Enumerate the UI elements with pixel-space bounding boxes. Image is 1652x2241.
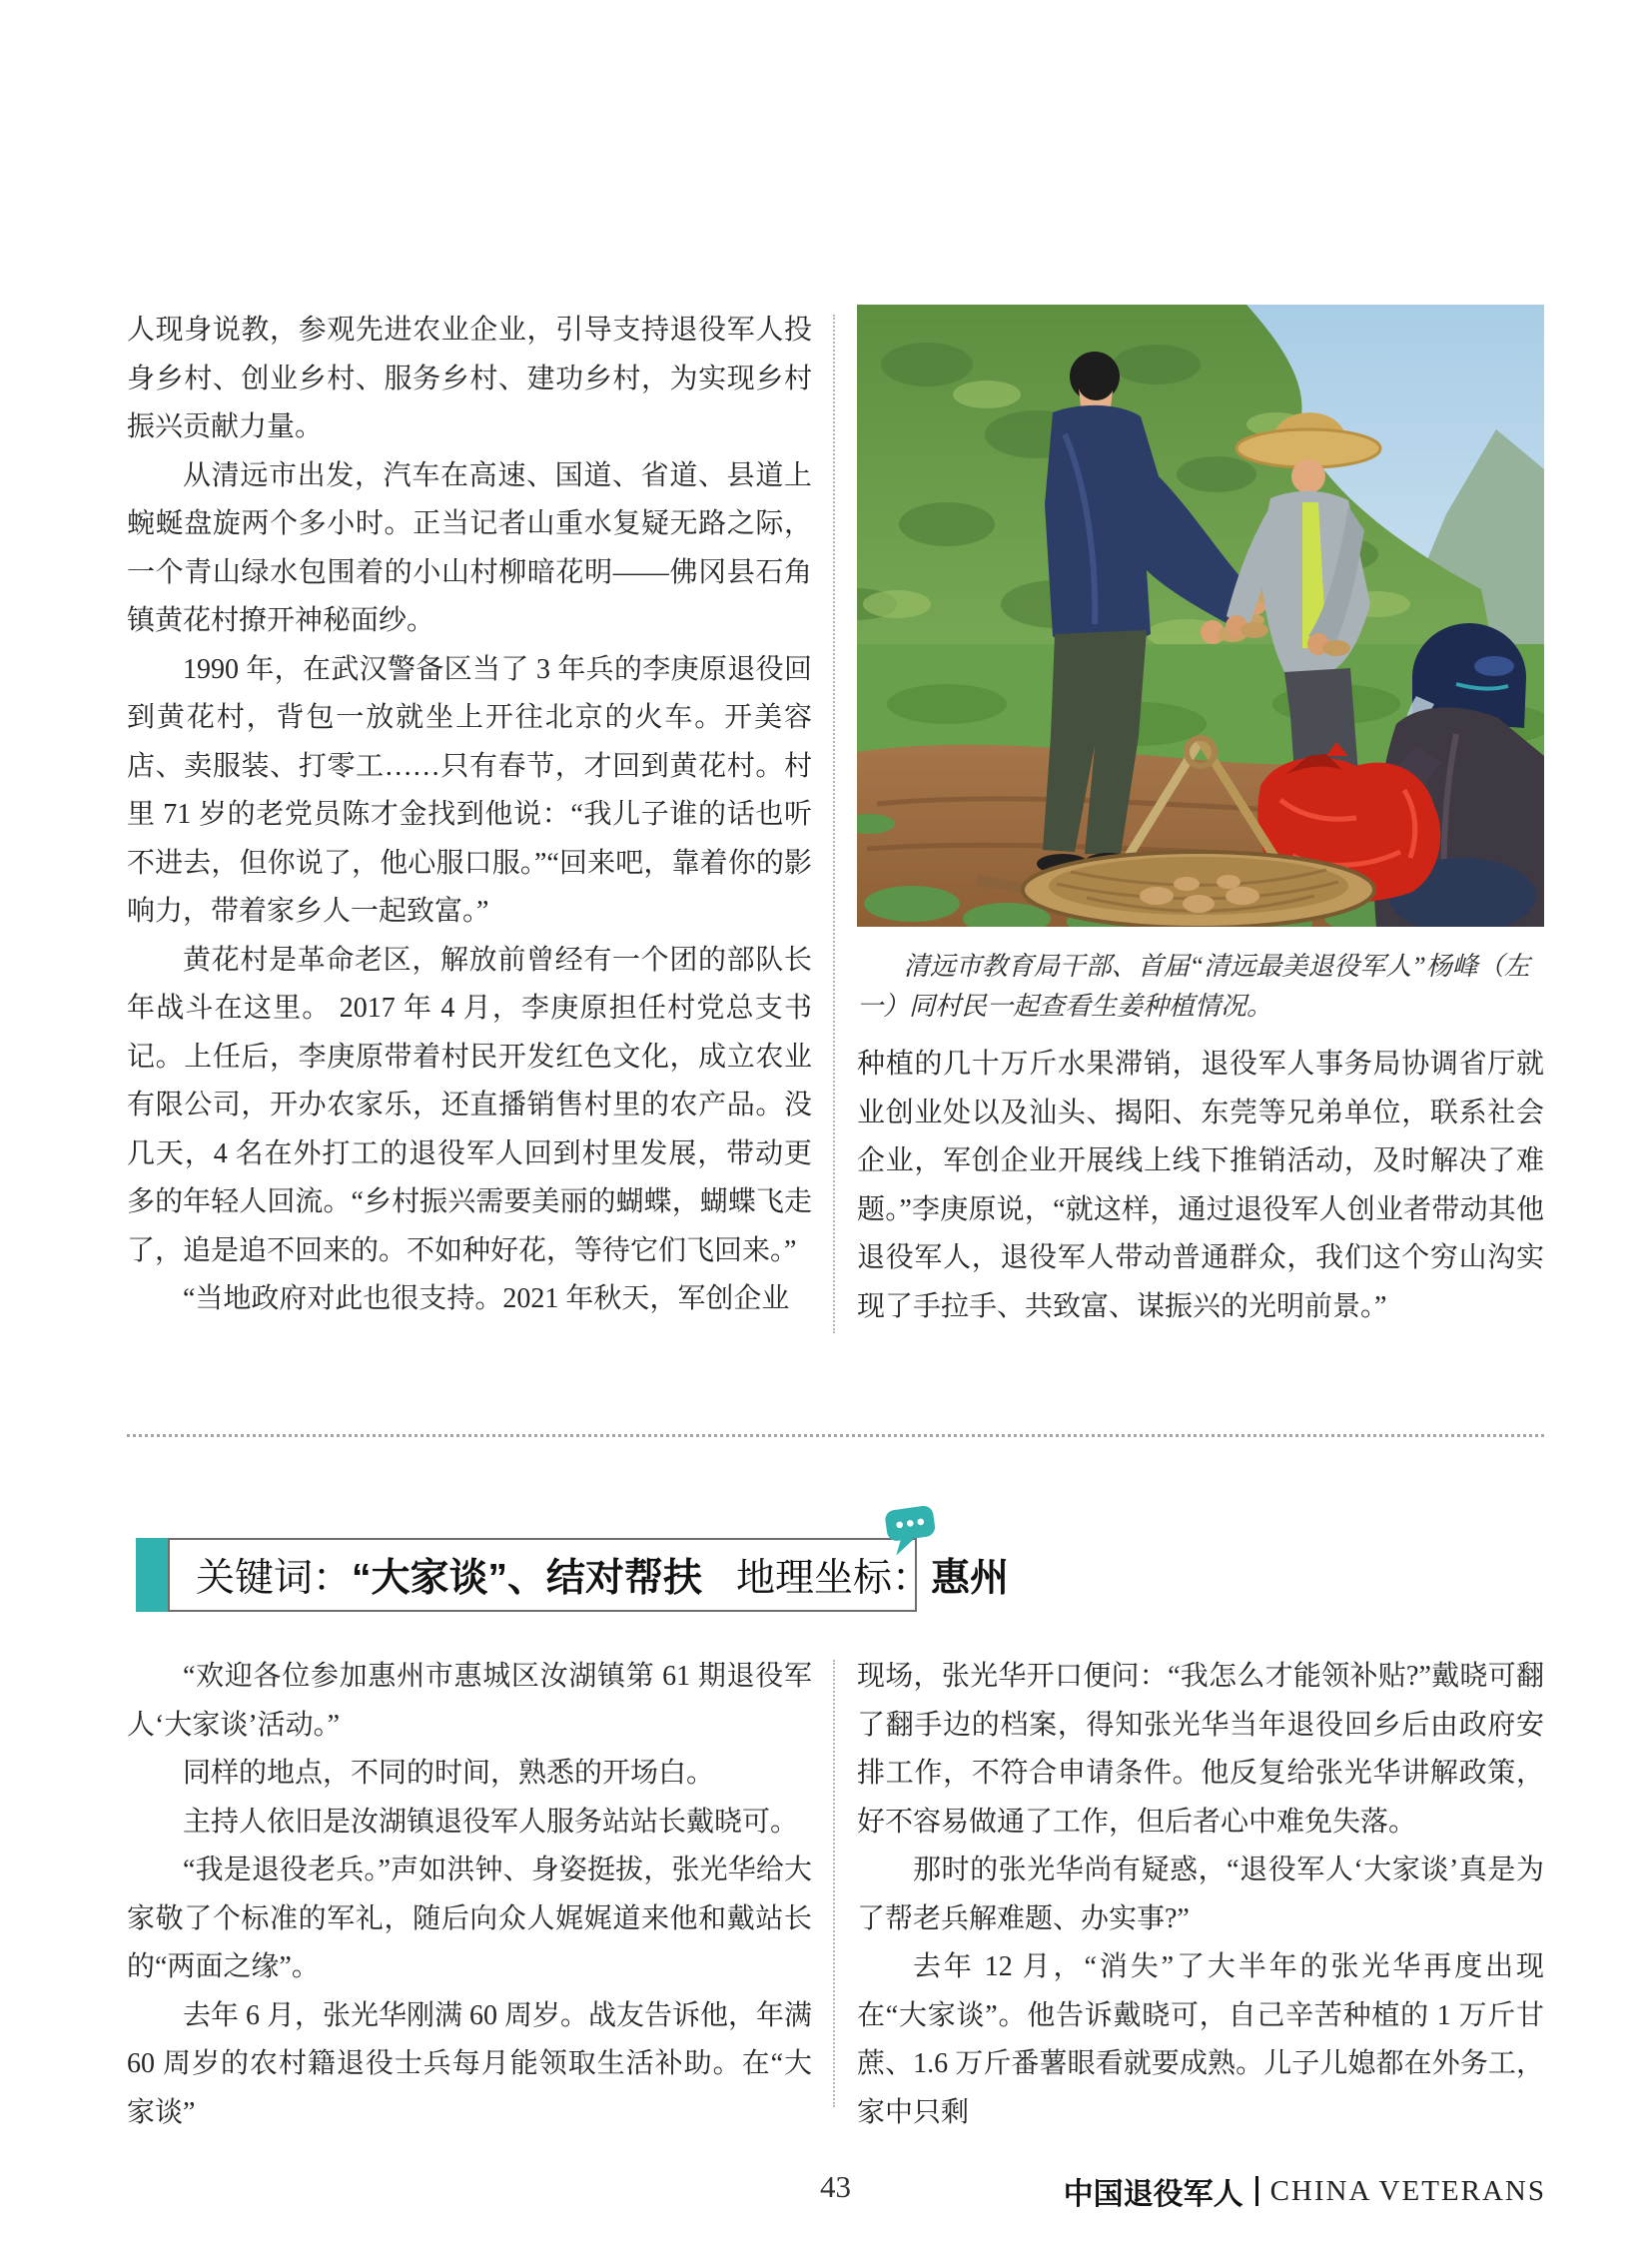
paragraph: 从清远市出发，汽车在高速、国道、省道、县道上蜿蜒盘旋两个多小时。正当记者山重水复疑无路之际，一个青山绿水包围着的小山村柳暗花明——佛冈县石角镇黄花村撩开神秘面纱。 xyxy=(127,459,812,636)
keyword-label: 关键词： xyxy=(196,1557,353,1600)
paragraph: 现场，张光华开口便问：“我怎么才能领补贴?”戴晓可翻了翻手边的档案，得知张光华当年退役回乡后由政府安排工作，不符合申请条件。他反复给张光华讲解政策，好不容易做通了工作，但后者心中难免失落。 xyxy=(857,1661,1544,1838)
paragraph: 种植的几十万斤水果滞销，退役军人事务局协调省厅就业创业处以及汕头、揭阳、东莞等兄弟单位，联系社会企业，军创企业开展线上线下推销活动，及时解决了难题。”李庚原说，“就这样，通过退役军人创业者带动其他退役军人，退役军人带动普通群众，我们这个穷山沟实现了手拉手、共致富、谋振兴的光明前景。” xyxy=(857,1049,1544,1322)
paragraph: 主持人依旧是汝湖镇退役军人服务站站长戴晓可。 xyxy=(183,1806,799,1838)
keyword-value: “大家谈”、结对帮扶 xyxy=(352,1557,703,1600)
photo-caption xyxy=(857,947,1544,1027)
chat-bubble-icon xyxy=(880,1498,945,1560)
paragraph: “当地政府对此也很支持。2021 年秋天，军创企业 xyxy=(183,1283,790,1314)
paragraph: 黄花村是革命老区，解放前曾经有一个团的部队长年战斗在这里。 2017 年 4 月，李庚原担任村党总支书记。上任后，李庚原带着村民开发红色文化，成立农业有限公司，开办农家乐，还直播销售村里的农产品。没几天，4 名在外打工的退役军人回到村里发展，带动更多的年轻人回流。“乡村振兴需要美丽的蝴蝶，蝴蝶飞走了，追是追不回来的。不如种好花，等待它们飞回来。” xyxy=(127,944,812,1266)
geo-value: 惠州 xyxy=(931,1557,1010,1600)
paragraph: 那时的张光华尚有疑惑，“退役军人‘大家谈’真是为了帮老兵解难题、办实事?” xyxy=(857,1855,1544,1934)
column-divider xyxy=(833,1660,835,2107)
article-top-left-column xyxy=(127,307,812,1324)
page-number: 43 xyxy=(820,2169,851,2204)
keyword-bar xyxy=(168,1538,1010,1612)
paragraph: 人现身说教，参观先进农业企业，引导支持退役军人投身乡村、创业乡村、服务乡村、建功乡村，为实现乡村振兴贡献力量。 xyxy=(127,315,812,442)
article-top-right-column xyxy=(857,1041,1544,1331)
paragraph: “欢迎各位参加惠州市惠城区汝湖镇第 61 期退役军人‘大家谈’活动。” xyxy=(127,1661,812,1741)
paragraph: 去年 6 月，张光华刚满 60 周岁。战友告诉他，年满 60 周岁的农村籍退役士兵每月能领取生活补助。在“大家谈” xyxy=(127,1999,813,2128)
journal-title xyxy=(1064,2169,1546,2213)
geo-label: 地理坐标： xyxy=(736,1557,932,1600)
keyword-accent-block xyxy=(136,1538,168,1612)
section-divider xyxy=(127,1434,1544,1437)
journal-title-cn: 中国退役军人 xyxy=(1063,2178,1243,2211)
journal-title-divider xyxy=(1255,2176,1258,2206)
paragraph: “我是退役老兵。”声如洪钟、身姿挺拔，张光华给大家敬了个标准的军礼，随后向众人娓娓道来他和戴站长的“两面之缘”。 xyxy=(127,1855,812,1982)
article-bottom-left-column xyxy=(127,1653,812,2137)
journal-title-en: CHINA VETERANS xyxy=(1269,2174,1546,2207)
article-bottom-right-column xyxy=(857,1653,1544,2137)
paragraph: 1990 年，在武汉警备区当了 3 年兵的李庚原退役回到黄花村，背包一放就坐上开往北京的火车。开美容店、卖服装、打零工……只有春节，才回到黄花村。村里 71 岁的老党员陈才金找到他说：“我儿子谁的话也听不进去，但你说了，他心服口服。”“回来吧，靠着你的影响力，带着家乡人一起致富。” xyxy=(127,653,812,927)
ginger-field-photo xyxy=(857,305,1544,927)
paragraph: 同样的地点，不同的时间，熟悉的开场白。 xyxy=(183,1758,715,1789)
column-divider xyxy=(833,315,835,1333)
photo-caption-text: 清远市教育局干部、首届“清远最美退役军人”杨峰（左一）同村民一起查看生姜种植情况。 xyxy=(857,952,1530,1021)
paragraph: 去年 12 月，“消失”了大半年的张光华再度出现在“大家谈”。他告诉戴晓可，自己辛苦种植的 1 万斤甘蔗、1.6 万斤番薯眼看就要成熟。儿子儿媳都在外务工，家中只剩 xyxy=(857,1951,1544,2128)
